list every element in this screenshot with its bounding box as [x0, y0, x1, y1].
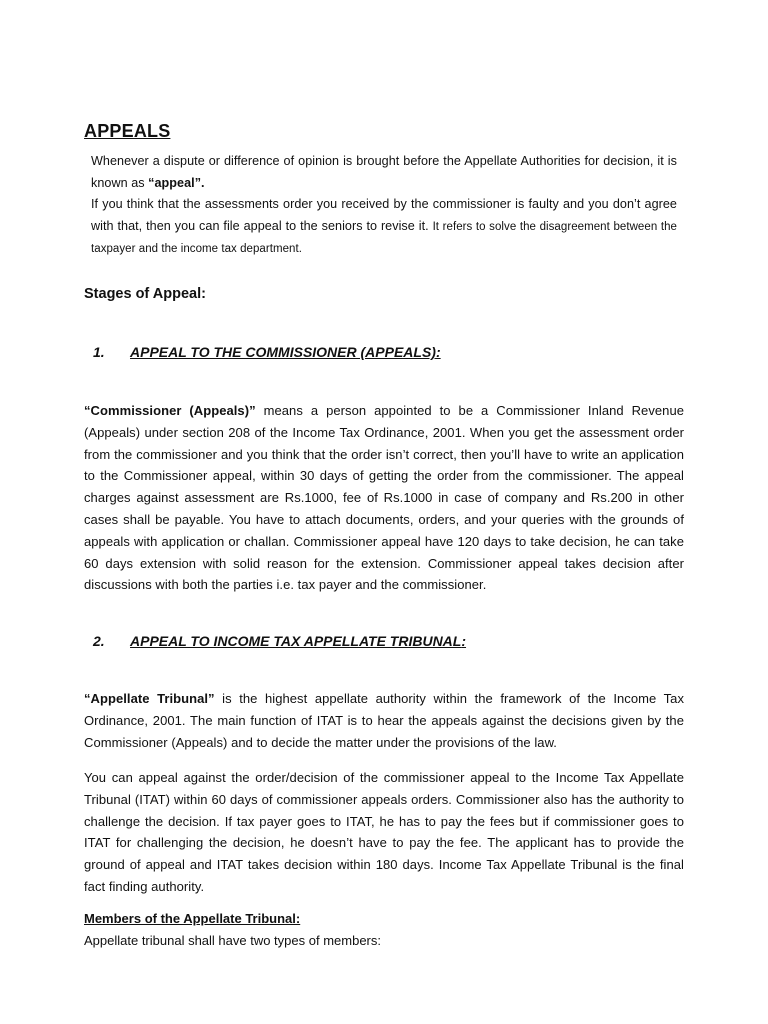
- intro-text: If you think that the assessments order you received by the commissioner is faulty and you don’t agree with that, then you can file appeal to the seniors to revise it.: [91, 197, 677, 233]
- paragraph-text: means a person appointed to be a Commissioner Inland Revenue (Appeals) under section 208 of the Income Tax Ordinance, 2001. When you get the assessment order from the commissioner and you think that the order isn’t correct, then you’ll have to write an application to the Commissioner appeal, within 30 days of getting the order from the commissioner. The appeal charges against assessment are Rs.1000, fee of Rs.1000 in case of company and Rs.200 in other cases shall be payable. You have to attach documents, orders, and your queries with the grounds of appeals with application or challan. Commissioner appeal have 120 days to take decision, he can take 60 days extension with solid reason for the extension. Commissioner appeal takes decision after discussions with both the parties i.e. tax payer and the commissioner.: [84, 403, 685, 593]
- lead-term: “Commissioner (Appeals)”: [84, 403, 256, 418]
- intro-tail-text: It refers to solve the disagreement between the taxpayer and the income tax department.: [91, 220, 677, 255]
- page-title: APPEALS: [84, 121, 171, 141]
- members-heading: Members of the Appellate Tribunal:: [84, 911, 301, 926]
- section-number: 1.: [93, 344, 105, 360]
- intro-paragraph-2: [91, 194, 677, 261]
- appeal-term: “appeal”.: [148, 175, 205, 190]
- section-2-paragraph-1: [84, 688, 684, 753]
- intro-paragraph-1: [91, 151, 677, 194]
- members-line: Appellate tribunal shall have two types of members:: [84, 933, 381, 948]
- section-heading-suffix: :: [461, 633, 467, 649]
- stages-heading: Stages of Appeal:: [84, 286, 206, 302]
- section-1-heading: [93, 344, 441, 360]
- section-2-heading: [93, 633, 466, 649]
- section-heading-text: APPEAL TO THE COMMISSIONER (APPEALS): [130, 344, 436, 360]
- section-number: 2.: [93, 633, 105, 649]
- paragraph-text: You can appeal against the order/decision of the commissioner appeal to the Income Tax Appellate Tribunal (ITAT) within 60 days of commissioner appeals orders. Commissioner also has the authority to challenge the decision. If tax payer goes to ITAT, he has to pay the fees but if commissioner goes to ITAT for challenging the decision, he doesn’t have to pay the fee. The applicant has to provide the ground of appeal and ITAT takes decision within 180 days. Income Tax Appellate Tribunal is the final fact finding authority.: [84, 770, 684, 894]
- intro-text: Whenever a dispute or difference of opinion is brought before the Appellate Authorities for decision, it is known as: [91, 154, 677, 190]
- paragraph-text: is the highest appellate authority within the framework of the Income Tax Ordinance, 2001. The main function of ITAT is to hear the appeals against the decisions given by the Commissioner (Appeals) and to decide the matter under the provisions of the law.: [84, 691, 685, 750]
- section-heading-text: APPEAL TO INCOME TAX APPELLATE TRIBUNAL: [130, 633, 462, 649]
- section-heading-suffix: :: [435, 344, 441, 360]
- section-2-paragraph-2: [84, 767, 684, 898]
- section-1-paragraph: [84, 400, 684, 596]
- lead-term: “Appellate Tribunal”: [84, 691, 215, 706]
